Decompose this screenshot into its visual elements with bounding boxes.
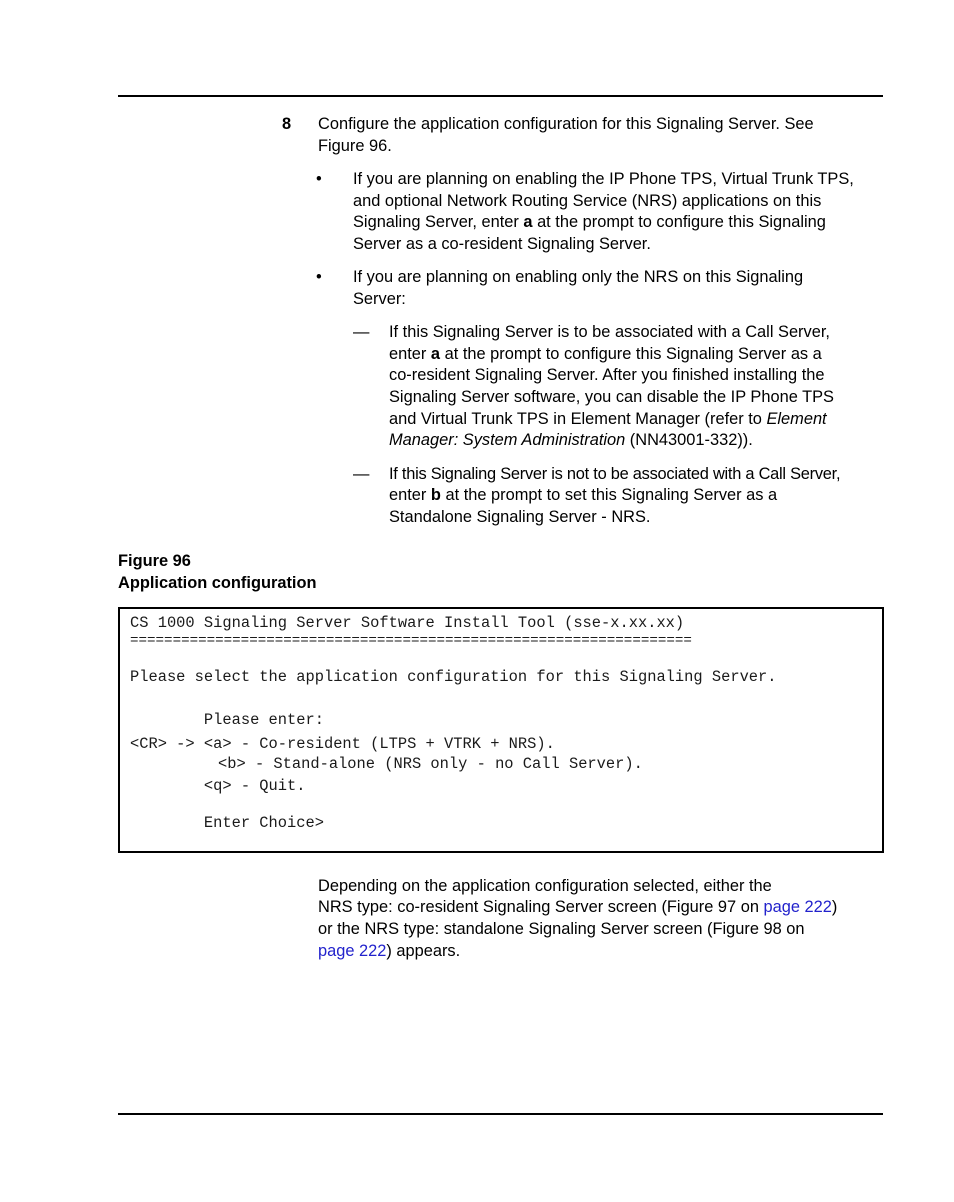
terminal-option-q: <q> - Quit. — [130, 777, 306, 795]
dash1-line5: and Virtual Trunk TPS in Element Manager (refer to Element — [389, 410, 827, 428]
step-number: 8 — [282, 115, 292, 133]
bullet1-line3: Signaling Server, enter a at the prompt to configure this Signaling — [353, 213, 826, 231]
dash2-line1: If this Signaling Server is not to be associated with a Call Server, — [389, 465, 841, 483]
dash-symbol: — — [353, 465, 370, 483]
footer-rule — [118, 1113, 883, 1115]
terminal-title: CS 1000 Signaling Server Software Install Tool (sse-x.xx.xx) — [130, 614, 685, 632]
after-line3: or the NRS type: standalone Signaling Server screen (Figure 98 on — [318, 920, 805, 938]
bullet1-line4: Server as a co-resident Signaling Server. — [353, 235, 651, 253]
dash1-line4: Signaling Server software, you can disable the IP Phone TPS — [389, 388, 834, 406]
page-222-link[interactable]: page 222 — [318, 942, 387, 960]
terminal-enter-choice: Enter Choice> — [130, 814, 324, 832]
after-line1: Depending on the application configuration selected, either the — [318, 877, 772, 895]
after-line2: NRS type: co-resident Signaling Server screen (Figure 97 on page 222) — [318, 898, 838, 916]
terminal-please-enter: Please enter: — [130, 711, 324, 729]
figure-number: Figure 96 — [118, 552, 191, 570]
bullet-symbol: • — [316, 170, 322, 188]
page-222-link[interactable]: page 222 — [763, 898, 832, 916]
step-text-line2: Figure 96. — [318, 137, 392, 155]
dash-symbol: — — [353, 323, 370, 341]
dash2-line3: Standalone Signaling Server - NRS. — [389, 508, 651, 526]
step-text-line1: Configure the application configuration for this Signaling Server. See — [318, 115, 814, 133]
dash1-line2: enter a at the prompt to configure this Signaling Server as a — [389, 345, 822, 363]
bullet2-line1: If you are planning on enabling only the NRS on this Signaling — [353, 268, 804, 286]
dash1-line6: Manager: System Administration (NN43001-332)). — [389, 431, 753, 449]
header-rule — [118, 95, 883, 97]
figure-title: Application configuration — [118, 574, 317, 592]
dash1-line1: If this Signaling Server is to be associated with a Call Server, — [389, 323, 830, 341]
terminal-separator: ================================================================== — [130, 633, 692, 649]
bullet1-line2: and optional Network Routing Service (NRS) applications on this — [353, 192, 822, 210]
dash2-line2: enter b at the prompt to set this Signaling Server as a — [389, 486, 778, 504]
bullet2-line2: Server: — [353, 290, 406, 308]
dash1-line3: co-resident Signaling Server. After you finished installing the — [389, 366, 825, 384]
bullet1-line1: If you are planning on enabling the IP Phone TPS, Virtual Trunk TPS, — [353, 170, 854, 188]
terminal-option-b: <b> - Stand-alone (NRS only - no Call Server). — [218, 755, 643, 773]
bullet-symbol: • — [316, 268, 322, 286]
terminal-prompt: Please select the application configuration for this Signaling Server. — [130, 668, 777, 686]
after-line4: page 222) appears. — [318, 942, 461, 960]
terminal-option-a: <CR> -> <a> - Co-resident (LTPS + VTRK + NRS). — [130, 735, 555, 753]
